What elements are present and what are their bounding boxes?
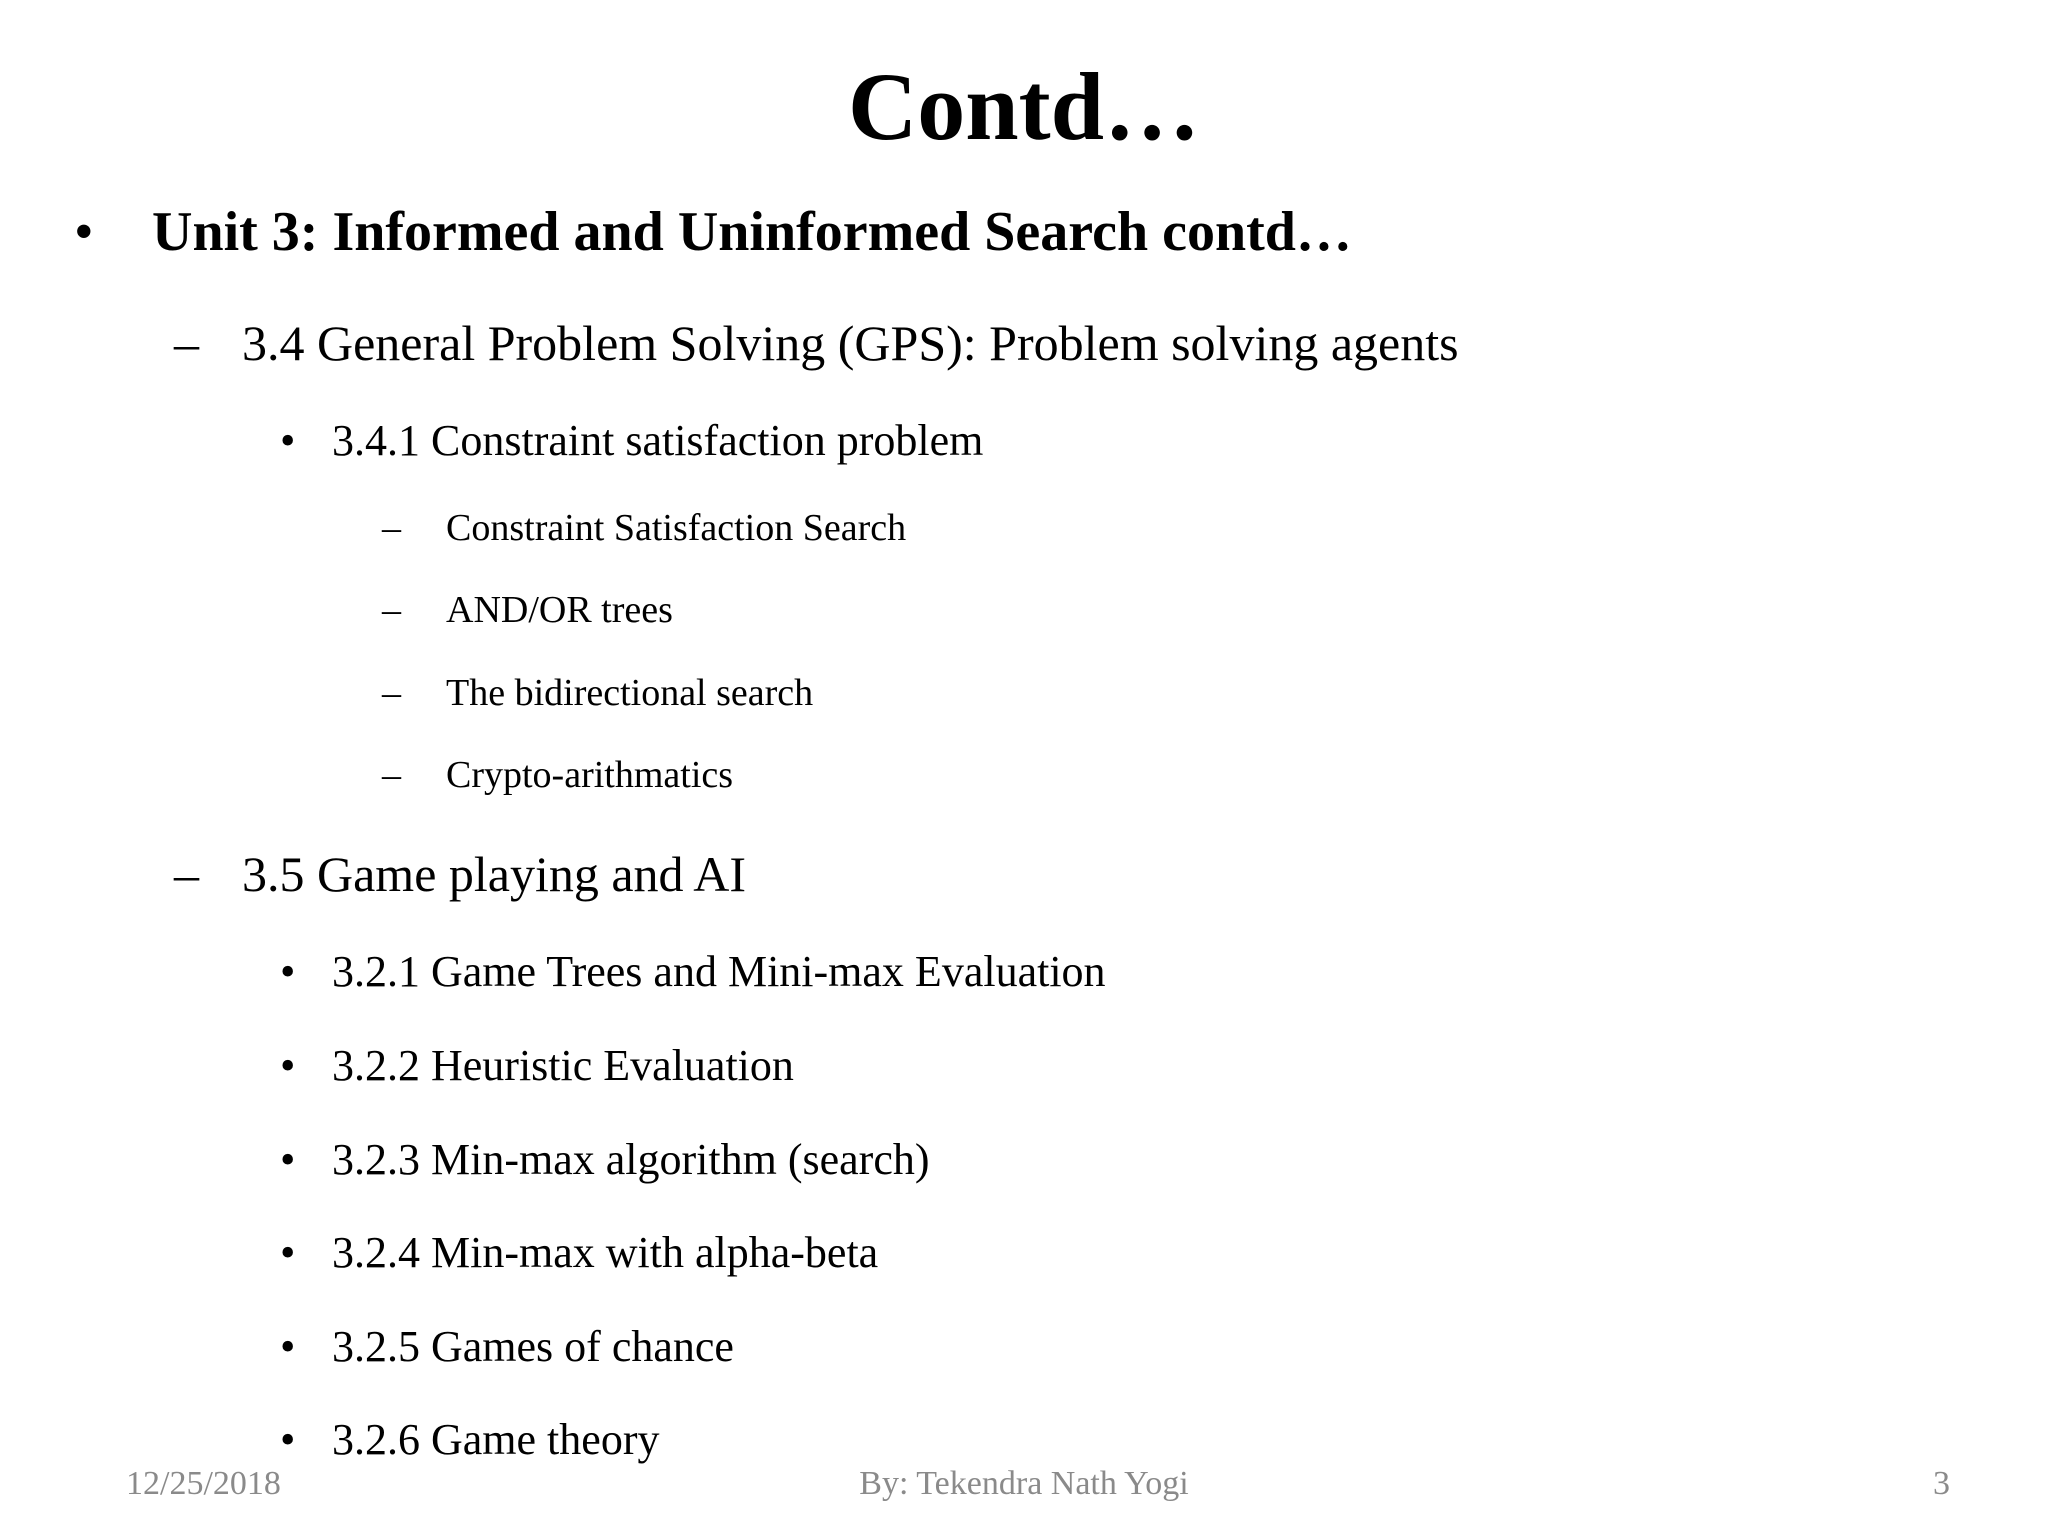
list-item-text: 3.2.1 Game Trees and Mini-max Evaluation <box>332 947 1106 996</box>
list-item <box>280 1322 734 1371</box>
section-3-5 <box>174 846 747 902</box>
list-item <box>280 1135 930 1184</box>
list-item <box>382 754 734 796</box>
list-item <box>382 507 907 549</box>
dash-icon: – <box>382 672 401 714</box>
list-item <box>280 1041 794 1090</box>
bullet-icon: • <box>74 201 94 263</box>
list-item-text: AND/OR trees <box>446 589 673 631</box>
dash-icon: – <box>174 315 199 371</box>
bullet-icon: • <box>280 1135 296 1184</box>
list-item-text: Constraint Satisfaction Search <box>446 507 907 549</box>
list-item-text: Crypto-arithmatics <box>446 754 734 796</box>
dash-icon: – <box>174 846 199 902</box>
dash-icon: – <box>382 507 401 549</box>
list-item-text: 3.2.5 Games of chance <box>332 1322 734 1371</box>
section-3-4 <box>174 315 1459 371</box>
footer-author: By: Tekendra Nath Yogi <box>859 1465 1189 1502</box>
list-item <box>382 589 673 631</box>
bullet-icon: • <box>280 1322 296 1371</box>
list-item-text: 3.2.6 Game theory <box>332 1415 660 1464</box>
list-item-text: The bidirectional search <box>446 672 814 714</box>
bullet-icon: • <box>280 1228 296 1277</box>
subsection-3-4-1 <box>280 416 984 465</box>
slide-title: Contd… <box>847 53 1201 160</box>
list-item-text: 3.2.3 Min-max algorithm (search) <box>332 1135 930 1184</box>
section-3-4-text: 3.4 General Problem Solving (GPS): Problem solving agents <box>242 315 1459 371</box>
list-item-text: 3.2.2 Heuristic Evaluation <box>332 1041 794 1090</box>
bullet-icon: • <box>280 1415 296 1464</box>
bullet-icon: • <box>280 1041 296 1090</box>
unit-heading-text: Unit 3: Informed and Uninformed Search contd… <box>152 201 1352 263</box>
list-item <box>382 672 814 714</box>
list-item-text: 3.2.4 Min-max with alpha-beta <box>332 1228 879 1277</box>
bullet-icon: • <box>280 416 296 465</box>
list-item <box>280 1415 660 1464</box>
bullet-icon: • <box>280 947 296 996</box>
subsection-3-4-1-text: 3.4.1 Constraint satisfaction problem <box>332 416 984 465</box>
footer-date: 12/25/2018 <box>126 1465 281 1502</box>
unit-heading <box>74 201 1352 263</box>
list-item <box>280 1228 879 1277</box>
section-3-5-text: 3.5 Game playing and AI <box>242 846 747 902</box>
dash-icon: – <box>382 589 401 631</box>
footer-page-number: 3 <box>1933 1465 1950 1502</box>
dash-icon: – <box>382 754 401 796</box>
list-item <box>280 947 1106 996</box>
